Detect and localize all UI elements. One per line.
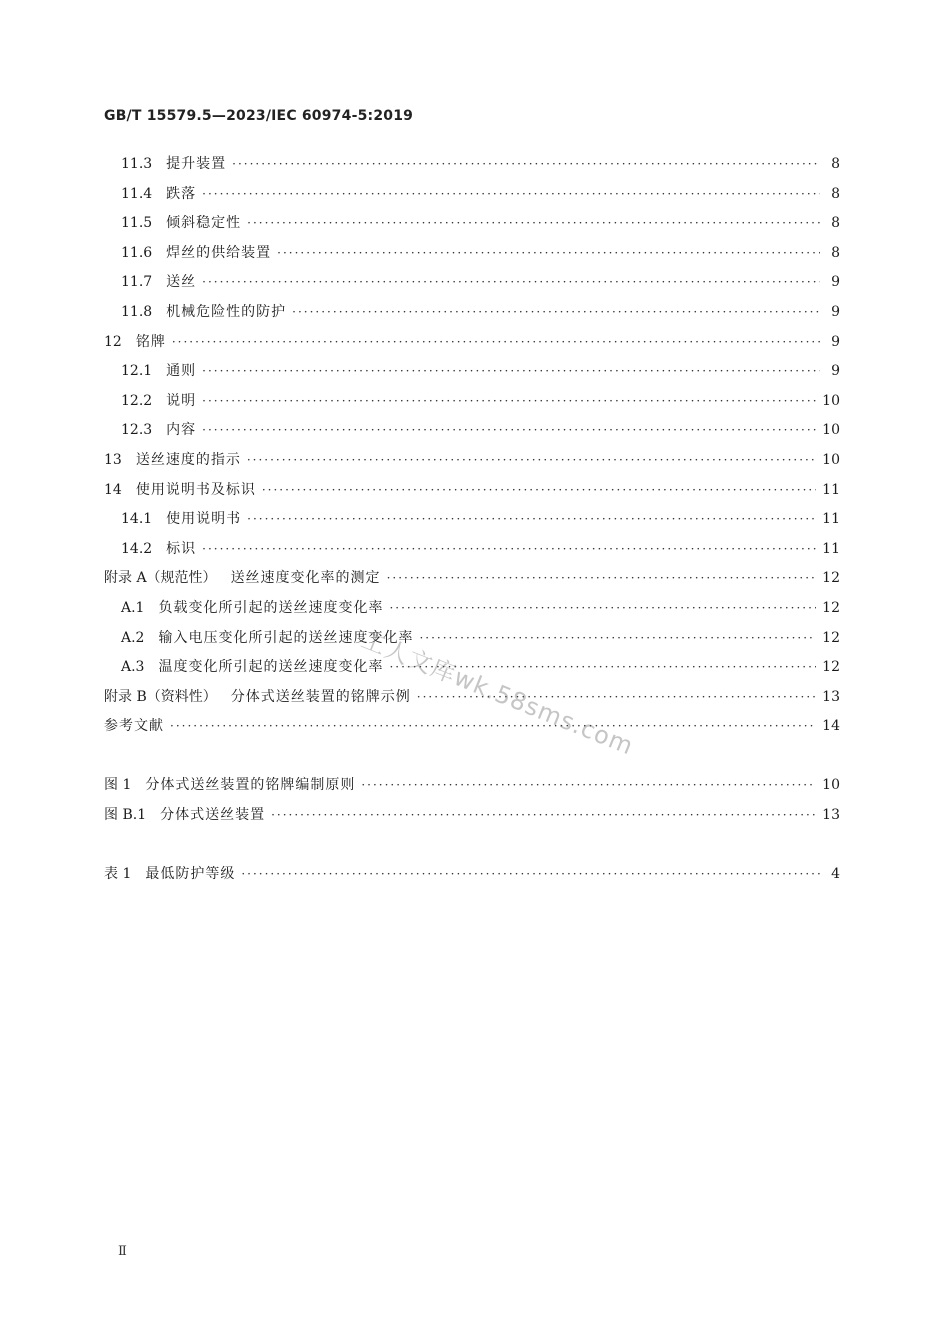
toc-entry-number: 附录 A（规范性） (104, 570, 217, 587)
toc-entry-page: 12 (822, 629, 840, 646)
page-number-roman: Ⅱ (118, 1244, 127, 1259)
toc-entry-title: 送丝 (166, 274, 197, 291)
toc-entry-number: 附录 B（资料性） (104, 688, 217, 705)
toc-entry-number: A.3 (121, 659, 145, 676)
toc-leader-dots (389, 594, 816, 624)
toc-entry-title: 最低防护等级 (145, 866, 236, 883)
toc-entry[interactable] (104, 268, 840, 298)
toc-entry-number: A.1 (121, 599, 145, 616)
toc-entry-title: 分体式送丝装置 (160, 807, 266, 824)
toc-entry-title: 分体式送丝装置的铭牌编制原则 (145, 777, 356, 794)
watermark-text: 工人文库wk.58sms.com (357, 625, 638, 761)
toc-entry-page: 10 (822, 451, 840, 468)
toc-entry[interactable] (104, 624, 840, 654)
toc-entry[interactable] (104, 535, 840, 565)
toc-entry-number: 12.2 (121, 392, 153, 409)
toc-entry-page: 12 (822, 599, 840, 616)
toc-entry-number: 图 B.1 (104, 807, 147, 824)
toc-leader-dots (202, 387, 816, 417)
toc-leader-dots (292, 298, 820, 328)
toc-entry-number: 表 1 (104, 866, 132, 883)
toc-entry[interactable] (104, 209, 840, 239)
toc-entry-page: 13 (822, 688, 840, 705)
toc-entry-number: 11.6 (121, 244, 153, 261)
toc-leader-dots (170, 712, 816, 742)
toc-entry-page: 8 (831, 185, 840, 202)
toc-entry-title: 送丝速度变化率的测定 (230, 570, 381, 587)
toc-entry-title: 分体式送丝装置的铭牌示例 (230, 688, 411, 705)
toc-entry[interactable] (104, 446, 840, 476)
toc-leader-dots (271, 801, 816, 831)
toc-leader-dots (361, 771, 816, 801)
toc-leader-dots (277, 239, 820, 269)
toc-entry-page: 8 (831, 215, 840, 232)
toc-entry-number: 12 (104, 333, 122, 350)
toc-entry[interactable] (104, 505, 840, 535)
toc-entry[interactable] (104, 712, 840, 742)
toc-tables-section (104, 860, 840, 890)
toc-entry-title: 说明 (166, 392, 197, 409)
toc-entry-number: 图 1 (104, 777, 132, 794)
toc-entry[interactable] (104, 180, 840, 210)
toc-leader-dots (419, 624, 816, 654)
toc-entry-title: 跌落 (166, 185, 197, 202)
toc-entry-page: 9 (831, 363, 840, 380)
toc-entry[interactable] (104, 860, 840, 890)
toc-entry-title: 输入电压变化所引起的送丝速度变化率 (158, 629, 414, 646)
toc-entry-title: 标识 (166, 540, 197, 557)
toc-entry-title: 机械危险性的防护 (166, 303, 287, 320)
toc-entry-number: 14.1 (121, 511, 153, 528)
toc-entry-page: 11 (822, 540, 840, 557)
toc-entry-title: 温度变化所引起的送丝速度变化率 (158, 659, 384, 676)
toc-entry[interactable] (104, 328, 840, 358)
toc-entry-page: 12 (822, 659, 840, 676)
toc-entry-title: 负载变化所引起的送丝速度变化率 (158, 599, 384, 616)
toc-entry[interactable] (104, 239, 840, 269)
toc-leader-dots (247, 446, 816, 476)
document-header: GB/T 15579.5—2023/IEC 60974-5:2019 (104, 108, 414, 124)
toc-entry-number: 11.8 (121, 303, 153, 320)
toc-entry[interactable] (104, 416, 840, 446)
toc-leader-dots (202, 357, 820, 387)
toc-entry[interactable] (104, 564, 840, 594)
toc-leader-dots (247, 505, 816, 535)
toc-leader-dots (232, 150, 820, 180)
toc-entry-title: 提升装置 (166, 156, 227, 172)
toc-leader-dots (202, 416, 816, 446)
toc-entry-number: 11.4 (121, 185, 153, 202)
toc-leader-dots (202, 268, 820, 298)
toc-entry-title: 使用说明书及标识 (135, 481, 256, 498)
toc-spacer (104, 831, 840, 861)
toc-main-section (104, 150, 840, 742)
toc-entry-number: 11.5 (121, 215, 153, 232)
toc-leader-dots (202, 180, 820, 210)
toc-entry[interactable] (104, 771, 840, 801)
toc-leader-dots (262, 476, 816, 506)
toc-entry-number: 13 (104, 451, 122, 468)
toc-entry[interactable] (104, 387, 840, 417)
toc-entry-page: 11 (822, 481, 840, 498)
toc-entry-title: 铭牌 (135, 333, 166, 350)
table-of-contents (104, 150, 840, 890)
toc-leader-dots (247, 209, 820, 239)
toc-entry-number: 11.7 (121, 274, 153, 291)
toc-entry-title: 倾斜稳定性 (166, 215, 242, 232)
toc-entry[interactable] (104, 357, 840, 387)
toc-entry-title: 参考文献 (104, 718, 164, 735)
toc-entry-page: 9 (831, 274, 840, 291)
toc-entry[interactable] (104, 594, 840, 624)
toc-entry[interactable] (104, 801, 840, 831)
toc-leader-dots (387, 564, 817, 594)
toc-entry-number: 12.3 (121, 422, 153, 439)
toc-entry-title: 使用说明书 (166, 511, 242, 528)
toc-entry-title: 焊丝的供给装置 (166, 244, 272, 261)
toc-entry-page: 8 (831, 156, 840, 172)
toc-entry-page: 12 (822, 570, 840, 587)
toc-entry-page: 14 (822, 718, 840, 735)
toc-entry-title: 内容 (166, 422, 197, 439)
toc-entry[interactable] (104, 476, 840, 506)
toc-entry-number: 14.2 (121, 540, 153, 557)
toc-figures-section (104, 771, 840, 830)
toc-entry-page: 9 (831, 303, 840, 320)
toc-entry-page: 11 (822, 511, 840, 528)
toc-entry-page: 10 (822, 777, 840, 794)
toc-entry-number: 14 (104, 481, 122, 498)
toc-leader-dots (172, 328, 820, 358)
toc-entry-page: 10 (822, 392, 840, 409)
toc-entry-title: 送丝速度的指示 (135, 451, 241, 468)
toc-entry-page: 13 (822, 807, 840, 824)
toc-entry-number: A.2 (121, 629, 145, 646)
toc-entry-page: 10 (822, 422, 840, 439)
toc-entry-page: 9 (831, 333, 840, 350)
toc-entry-number: 12.1 (121, 363, 153, 380)
toc-entry-number: 11.3 (121, 156, 153, 172)
toc-entry-page: 8 (831, 244, 840, 261)
toc-entry[interactable] (104, 150, 840, 180)
toc-entry-title: 通则 (166, 363, 197, 380)
toc-entry-page: 4 (831, 866, 840, 883)
toc-leader-dots (241, 860, 820, 890)
toc-spacer (104, 742, 840, 772)
toc-entry[interactable] (104, 298, 840, 328)
toc-leader-dots (202, 535, 816, 565)
